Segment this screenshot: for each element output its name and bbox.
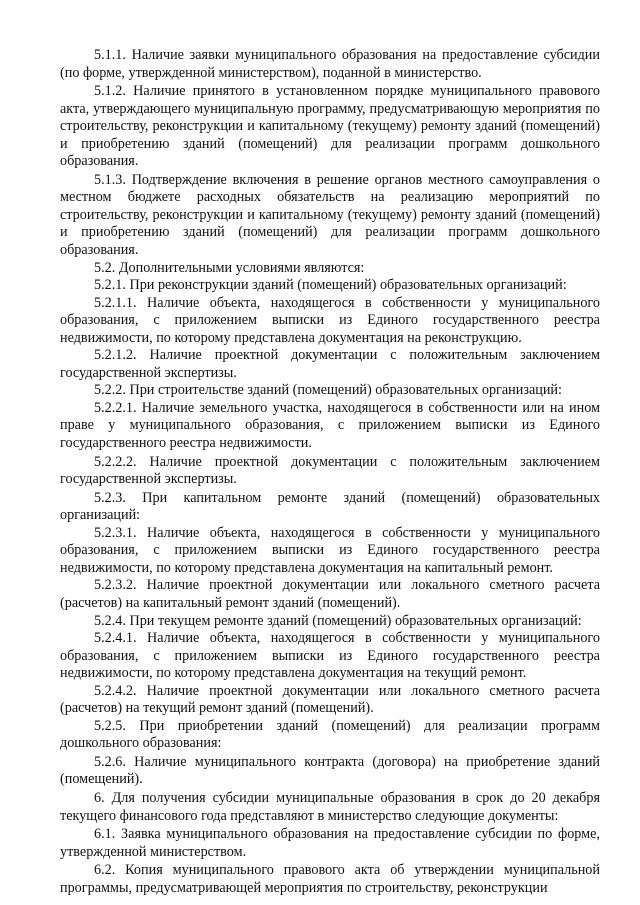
paragraph-5-2-1: 5.2.1. При реконструкции зданий (помещений) образовательных организаций: [94,277,567,294]
paragraph-5-2-6: 5.2.6. Наличие муниципального контракта (договора) на приобретение зданий (помещений). [60,753,600,788]
paragraph-5-1-1: 5.1.1. Наличие заявки муниципального образования на предоставление субсидии (по форме, утвержденной министерством), поданной в министерство. [60,47,600,81]
paragraph-5-2-1-2: 5.2.1.2. Наличие проектной документации с положительным заключением государственной экспертизы. [60,347,600,381]
paragraph-5-2-1-1: 5.2.1.1. Наличие объекта, находящегося в собственности у муниципального образования, с приложением выписки из Единого государственного реестра недвижимости, по которому представлена документация на реконструкцию. [60,294,600,346]
paragraph-5-2-4-1: 5.2.4.1. Наличие объекта, находящегося в собственности у муниципального образования, с приложением выписки из Единого государственного реестра недвижимости, по которому представлена документация на текущий ремонт. [60,630,600,682]
paragraph-5-2-5: 5.2.5. При приобретении зданий (помещений) для реализации программ дошкольного образования: [60,717,600,752]
paragraph-5-2-4-2: 5.2.4.2. Наличие проектной документации или локального сметного расчета (расчетов) на текущий ремонт зданий (помещений). [60,682,600,717]
paragraph-6: 6. Для получения субсидии муниципальные образования в срок до 20 декабря текущего финансового года представляют в министерство следующие документы: [60,789,600,824]
paragraph-5-2-3: 5.2.3. При капитальном ремонте зданий (помещений) образовательных организаций: [60,489,600,524]
paragraph-5-2-2-1: 5.2.2.1. Наличие земельного участка, находящегося в собственности или на ином праве у муниципального образования, с приложением выписки из Единого государственного реестра недвижимости. [60,399,600,452]
paragraph-5-2-3-2: 5.2.3.2. Наличие проектной документации или локального сметного расчета (расчетов) на капитальный ремонт зданий (помещений). [60,577,600,611]
paragraph-5-2-2: 5.2.2. При строительстве зданий (помещений) образовательных организаций: [94,382,562,399]
paragraph-5-2-3-1: 5.2.3.1. Наличие объекта, находящегося в собственности у муниципального образования, с приложением выписки из Единого государственного реестра недвижимости, по которому представлена документация на капитальный ремонт. [60,524,600,576]
paragraph-5-1-3: 5.1.3. Подтверждение включения в решение органов местного самоуправления о местном бюджете расходных обязательств на реализацию мероприятий по строительству, реконструкции и капитальному (текущему) ремонту зданий (помещений) и приобретению зданий (помещений) для реализации программ дошкольного образования. [60,171,600,259]
paragraph-6-2: 6.2. Копия муниципального правового акта об утверждении муниципальной программы, предусматривающей мероприятия по строительству, реконструкции [60,862,600,896]
paragraph-5-1-2: 5.1.2. Наличие принятого в установленном порядке муниципального правового акта, утверждающего муниципальную программу, предусматривающую мероприятия по строительству, реконструкции и капитальному (текущему) ремонту зданий (помещений) и приобретению зданий (помещений) для реализации программ дошкольного образования. [60,83,600,170]
paragraph-5-2-2-2: 5.2.2.2. Наличие проектной документации с положительным заключением государственной экспертизы. [60,453,600,488]
paragraph-5-2-4: 5.2.4. При текущем ремонте зданий (помещений) образовательных организаций: [94,612,582,629]
paragraph-6-1: 6.1. Заявка муниципального образования на предоставление субсидии по форме, утвержденной министерством. [60,826,600,860]
paragraph-5-2: 5.2. Дополнительными условиями являются: [94,259,365,276]
